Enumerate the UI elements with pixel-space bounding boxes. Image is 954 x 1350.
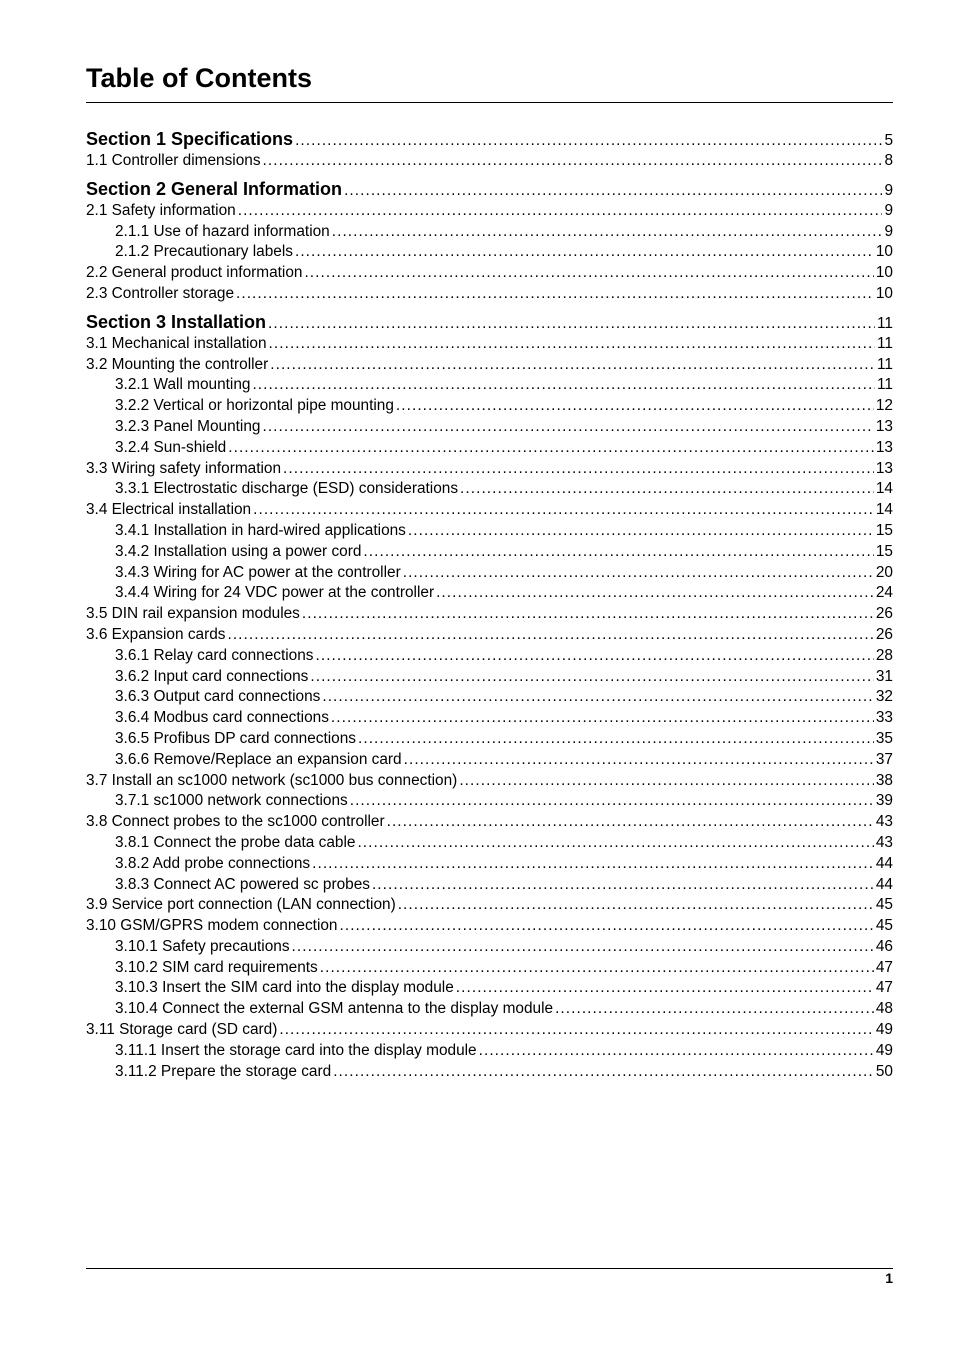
dot-leader (304, 263, 873, 284)
toc-entry-title: 3.2.3 Panel Mounting (115, 417, 261, 435)
toc-entry-page: 12 (875, 397, 893, 415)
toc-entry-title: 3.1 Mechanical installation (86, 334, 267, 352)
toc-entry-page: 9 (884, 201, 893, 219)
toc-entry-title: 2.3 Controller storage (86, 284, 234, 302)
toc-entry-title: 3.9 Service port connection (LAN connection) (86, 896, 396, 914)
toc-entry-page: 48 (875, 1000, 893, 1018)
toc-entry-title: 3.4.4 Wiring for 24 VDC power at the controller (115, 584, 435, 602)
dot-leader (357, 833, 873, 854)
toc-entry-page: 28 (875, 646, 893, 664)
dot-leader (372, 875, 874, 896)
toc-entry[interactable] (86, 875, 893, 896)
toc-entry-page: 26 (875, 605, 893, 623)
toc-entry[interactable] (86, 1020, 893, 1041)
toc-entry-page: 47 (875, 958, 893, 976)
toc-entry[interactable] (86, 263, 893, 284)
toc-entry-title: 3.6.5 Profibus DP card connections (115, 729, 356, 747)
toc-entry[interactable] (86, 812, 893, 833)
toc-entry-page: 11 (877, 314, 893, 332)
toc-entry-title: 3.2 Mounting the controller (86, 355, 269, 373)
toc-entry[interactable] (86, 201, 893, 222)
toc-entry-page: 46 (875, 937, 893, 955)
dot-leader (269, 334, 875, 355)
toc-entry-title: 3.8.1 Connect the probe data cable (115, 833, 356, 851)
toc-entry[interactable] (86, 667, 893, 688)
dot-leader (408, 521, 874, 542)
toc-entry-page: 13 (875, 417, 893, 435)
dot-leader (227, 625, 873, 646)
toc-entry[interactable] (86, 459, 893, 480)
toc-entry[interactable] (86, 604, 893, 625)
toc-section-entry[interactable] (86, 311, 893, 334)
toc-entry-title: 3.2.2 Vertical or horizontal pipe mounting (115, 397, 394, 415)
dot-leader (396, 396, 874, 417)
toc-entry-page: 13 (875, 438, 893, 456)
dot-leader (479, 1041, 874, 1062)
title-divider (86, 102, 893, 103)
toc-entry[interactable] (86, 687, 893, 708)
toc-entry[interactable] (86, 284, 893, 305)
toc-entry-page: 24 (875, 584, 893, 602)
toc-entry-page: 31 (875, 667, 893, 685)
toc-entry-page: 9 (884, 222, 893, 240)
toc-entry[interactable] (86, 151, 893, 172)
dot-leader (460, 479, 874, 500)
dot-leader (279, 1020, 874, 1041)
toc-entry-title: 2.1.1 Use of hazard information (115, 222, 330, 240)
toc-entry[interactable] (86, 854, 893, 875)
toc-entry-title: 3.6.3 Output card connections (115, 688, 321, 706)
dot-leader (268, 312, 875, 335)
toc-entry[interactable] (86, 563, 893, 584)
toc-entry-title: 2.1.2 Precautionary labels (115, 243, 293, 261)
toc-entry[interactable] (86, 1041, 893, 1062)
toc-entry-title: 3.2.1 Wall mounting (115, 376, 251, 394)
toc-entry-title: 3.4.1 Installation in hard-wired applications (115, 521, 406, 539)
toc-entry-page: 37 (875, 750, 893, 768)
toc-entry[interactable] (86, 396, 893, 417)
toc-entry[interactable] (86, 500, 893, 521)
toc-entry[interactable] (86, 242, 893, 263)
toc-entry-page: 32 (875, 688, 893, 706)
toc-entry[interactable] (86, 479, 893, 500)
toc-entry-page: 35 (875, 729, 893, 747)
dot-leader (270, 355, 875, 376)
toc-entry-page: 38 (875, 771, 893, 789)
dot-leader (295, 242, 874, 263)
toc-entry-page: 9 (884, 181, 893, 199)
toc-entry-page: 39 (875, 792, 893, 810)
toc-entry-page: 33 (875, 709, 893, 727)
toc-entry-page: 50 (875, 1062, 893, 1080)
page-number: 1 (885, 1270, 893, 1286)
dot-leader (344, 179, 882, 202)
toc-entry-page: 47 (875, 979, 893, 997)
toc-entry-page: 20 (875, 563, 893, 581)
toc-entry-title: 3.10.4 Connect the external GSM antenna to the display module (115, 1000, 554, 1018)
toc-entry[interactable] (86, 583, 893, 604)
toc-entry-title: 3.7 Install an sc1000 network (sc1000 bus connection) (86, 771, 458, 789)
toc-entry-title: Section 3 Installation (86, 311, 267, 332)
dot-leader (292, 937, 874, 958)
toc-entry[interactable] (86, 355, 893, 376)
toc-entry-title: 3.2.4 Sun-shield (115, 438, 227, 456)
toc-entry-title: 2.2 General product information (86, 264, 303, 282)
toc-entry-page: 13 (875, 459, 893, 477)
dot-leader (236, 284, 874, 305)
dot-leader (332, 222, 883, 243)
toc-entry-page: 49 (875, 1021, 893, 1039)
dot-leader (363, 542, 873, 563)
dot-leader (295, 129, 882, 152)
toc-entry-title: 3.8.3 Connect AC powered sc probes (115, 875, 370, 893)
toc-entry[interactable] (86, 708, 893, 729)
toc-entry[interactable] (86, 833, 893, 854)
toc-entry-page: 14 (875, 501, 893, 519)
toc-entry-title: 3.10.3 Insert the SIM card into the display module (115, 979, 454, 997)
dot-leader (398, 895, 874, 916)
toc-entry-page: 5 (884, 132, 893, 149)
toc-entry[interactable] (86, 375, 893, 396)
toc-entry-page: 15 (875, 542, 893, 560)
dot-leader (459, 771, 874, 792)
toc-entry-page: 43 (875, 833, 893, 851)
dot-leader (252, 375, 875, 396)
toc-entry[interactable] (86, 937, 893, 958)
toc-entry[interactable] (86, 750, 893, 771)
dot-leader (238, 201, 883, 222)
table-of-contents (86, 128, 893, 1082)
dot-leader (555, 999, 874, 1020)
toc-entry-title: 3.11.2 Prepare the storage card (115, 1062, 332, 1080)
dot-leader (331, 708, 874, 729)
toc-entry-page: 45 (875, 896, 893, 914)
toc-entry-title: 3.10.2 SIM card requirements (115, 958, 318, 976)
toc-entry-title: 3.6.1 Relay card connections (115, 646, 314, 664)
toc-entry-title: 3.6.6 Remove/Replace an expansion card (115, 750, 402, 768)
toc-entry-page: 44 (875, 875, 893, 893)
toc-entry-page: 44 (875, 854, 893, 872)
toc-entry-page: 11 (877, 334, 893, 352)
toc-section-entry[interactable] (86, 178, 893, 201)
toc-entry[interactable] (86, 542, 893, 563)
toc-entry-title: 3.8.2 Add probe connections (115, 854, 311, 872)
toc-entry-title: 3.10 GSM/GPRS modem connection (86, 917, 338, 935)
dot-leader (333, 1062, 874, 1083)
dot-leader (262, 417, 873, 438)
toc-entry-title: 3.3.1 Electrostatic discharge (ESD) considerations (115, 480, 459, 498)
dot-leader (387, 812, 874, 833)
dot-leader (263, 151, 883, 172)
toc-entry-title: 3.11 Storage card (SD card) (86, 1021, 278, 1039)
dot-leader (302, 604, 874, 625)
toc-entry-title: 3.11.1 Insert the storage card into the display module (115, 1041, 477, 1059)
toc-entry-page: 49 (875, 1041, 893, 1059)
toc-entry[interactable] (86, 978, 893, 999)
toc-entry[interactable] (86, 625, 893, 646)
footer-divider (86, 1268, 893, 1269)
toc-section-entry[interactable] (86, 128, 893, 151)
toc-entry-page: 43 (875, 813, 893, 831)
toc-entry-title: 3.6 Expansion cards (86, 625, 226, 643)
dot-leader (340, 916, 874, 937)
dot-leader (322, 687, 874, 708)
toc-entry-page: 10 (875, 284, 893, 302)
toc-entry[interactable] (86, 417, 893, 438)
toc-entry-title: Section 2 General Information (86, 178, 343, 199)
dot-leader (403, 563, 874, 584)
toc-entry-title: 3.4.3 Wiring for AC power at the controller (115, 563, 401, 581)
toc-entry-page: 10 (875, 243, 893, 261)
toc-entry[interactable] (86, 729, 893, 750)
dot-leader (228, 438, 874, 459)
dot-leader (316, 646, 874, 667)
dot-leader (436, 583, 874, 604)
toc-entry-page: 14 (875, 480, 893, 498)
toc-entry[interactable] (86, 1062, 893, 1083)
toc-entry[interactable] (86, 521, 893, 542)
page-title: Table of Contents (86, 63, 312, 93)
dot-leader (320, 958, 874, 979)
toc-entry[interactable] (86, 895, 893, 916)
toc-entry[interactable] (86, 222, 893, 243)
toc-entry-page: 45 (875, 917, 893, 935)
dot-leader (283, 459, 874, 480)
dot-leader (253, 500, 874, 521)
toc-entry[interactable] (86, 999, 893, 1020)
dot-leader (358, 729, 874, 750)
toc-entry[interactable] (86, 438, 893, 459)
dot-leader (404, 750, 874, 771)
toc-entry-title: 3.5 DIN rail expansion modules (86, 605, 300, 623)
toc-entry-page: 26 (875, 625, 893, 643)
toc-entry-title: 2.1 Safety information (86, 201, 236, 219)
toc-entry-title: 3.8 Connect probes to the sc1000 controller (86, 813, 385, 831)
toc-entry-title: 3.6.4 Modbus card connections (115, 709, 329, 727)
toc-entry-title: 3.4.2 Installation using a power cord (115, 542, 362, 560)
toc-entry[interactable] (86, 334, 893, 355)
toc-entry-title: 3.6.2 Input card connections (115, 667, 309, 685)
toc-entry-title: 1.1 Controller dimensions (86, 152, 261, 169)
toc-entry[interactable] (86, 791, 893, 812)
toc-entry-page: 11 (877, 355, 893, 373)
toc-entry-title: 3.4 Electrical installation (86, 501, 252, 519)
dot-leader (310, 667, 874, 688)
toc-entry-page: 10 (875, 264, 893, 282)
toc-entry-title: Section 1 Specifications (86, 129, 294, 149)
toc-entry-page: 8 (884, 152, 893, 169)
dot-leader (456, 978, 874, 999)
toc-entry-page: 15 (875, 521, 893, 539)
dot-leader (312, 854, 874, 875)
toc-entry-title: 3.7.1 sc1000 network connections (115, 792, 348, 810)
toc-entry[interactable] (86, 646, 893, 667)
toc-entry[interactable] (86, 958, 893, 979)
toc-entry-page: 11 (877, 376, 893, 394)
toc-entry[interactable] (86, 916, 893, 937)
toc-entry-title: 3.3 Wiring safety information (86, 459, 282, 477)
toc-entry-title: 3.10.1 Safety precautions (115, 937, 290, 955)
toc-entry[interactable] (86, 771, 893, 792)
dot-leader (350, 791, 874, 812)
